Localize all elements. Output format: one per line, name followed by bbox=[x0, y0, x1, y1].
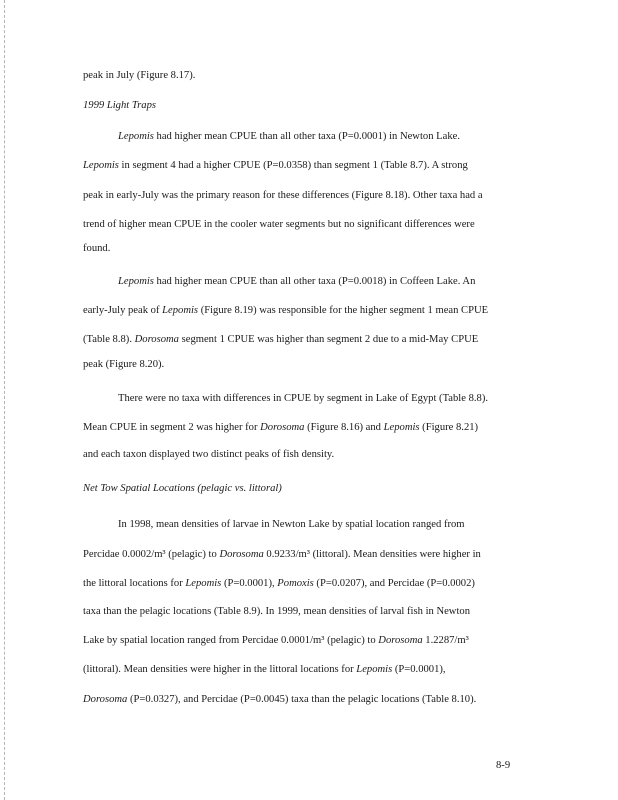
text-line: There were no taxa with differences in CPUE by segment in Lake of Egypt (Table 8.8). bbox=[118, 393, 489, 404]
text-line: early-July peak of Lepomis (Figure 8.19) was responsible for the higher segment 1 mean CPUE bbox=[83, 305, 489, 316]
section-heading-1999-light-traps: 1999 Light Traps bbox=[83, 100, 157, 111]
text-line: Lepomis in segment 4 had a higher CPUE (P=0.0358) than segment 1 (Table 8.7). A strong bbox=[83, 160, 468, 171]
text-line: trend of higher mean CPUE in the cooler water segments but no significant differences were bbox=[83, 219, 475, 230]
text-line: found. bbox=[83, 243, 111, 254]
text-line: Lepomis had higher mean CPUE than all other taxa (P=0.0018) in Coffeen Lake. An bbox=[118, 276, 476, 287]
text-line: the littoral locations for Lepomis (P=0.0001), Pomoxis (P=0.0207), and Percidae (P=0.0002) bbox=[83, 578, 475, 589]
text-line: Percidae 0.0002/m³ (pelagic) to Dorosoma 0.9233/m³ (littoral). Mean densities were higher in bbox=[83, 549, 481, 560]
text-line: Lepomis had higher mean CPUE than all other taxa (P=0.0001) in Newton Lake. bbox=[118, 131, 460, 142]
text-line: Mean CPUE in segment 2 was higher for Dorosoma (Figure 8.16) and Lepomis (Figure 8.21) bbox=[83, 422, 479, 433]
text-line: peak in July (Figure 8.17). bbox=[83, 70, 196, 81]
text-line: Lake by spatial location ranged from Percidae 0.0001/m³ (pelagic) to Dorosoma 1.2287/m³ bbox=[83, 635, 469, 646]
text-line: and each taxon displayed two distinct peaks of fish density. bbox=[83, 449, 335, 460]
text-line: peak in early-July was the primary reason for these differences (Figure 8.18). Other taxa had a bbox=[83, 190, 483, 201]
scan-margin-marks bbox=[4, 0, 15, 800]
text-line: In 1998, mean densities of larvae in Newton Lake by spatial location ranged from bbox=[118, 519, 465, 530]
text-line: (Table 8.8). Dorosoma segment 1 CPUE was higher than segment 2 due to a mid-May CPUE bbox=[83, 334, 479, 345]
section-heading-net-tow: Net Tow Spatial Locations (pelagic vs. littoral) bbox=[83, 483, 282, 494]
text-line: Dorosoma (P=0.0327), and Percidae (P=0.0045) taxa than the pelagic locations (Table 8.10). bbox=[83, 694, 477, 705]
text-line: (littoral). Mean densities were higher in the littoral locations for Lepomis (P=0.0001), bbox=[83, 664, 446, 675]
page-number: 8-9 bbox=[496, 760, 511, 771]
text-line: peak (Figure 8.20). bbox=[83, 359, 165, 370]
text-line: taxa than the pelagic locations (Table 8.9). In 1999, mean densities of larval fish in Newton bbox=[83, 606, 470, 617]
